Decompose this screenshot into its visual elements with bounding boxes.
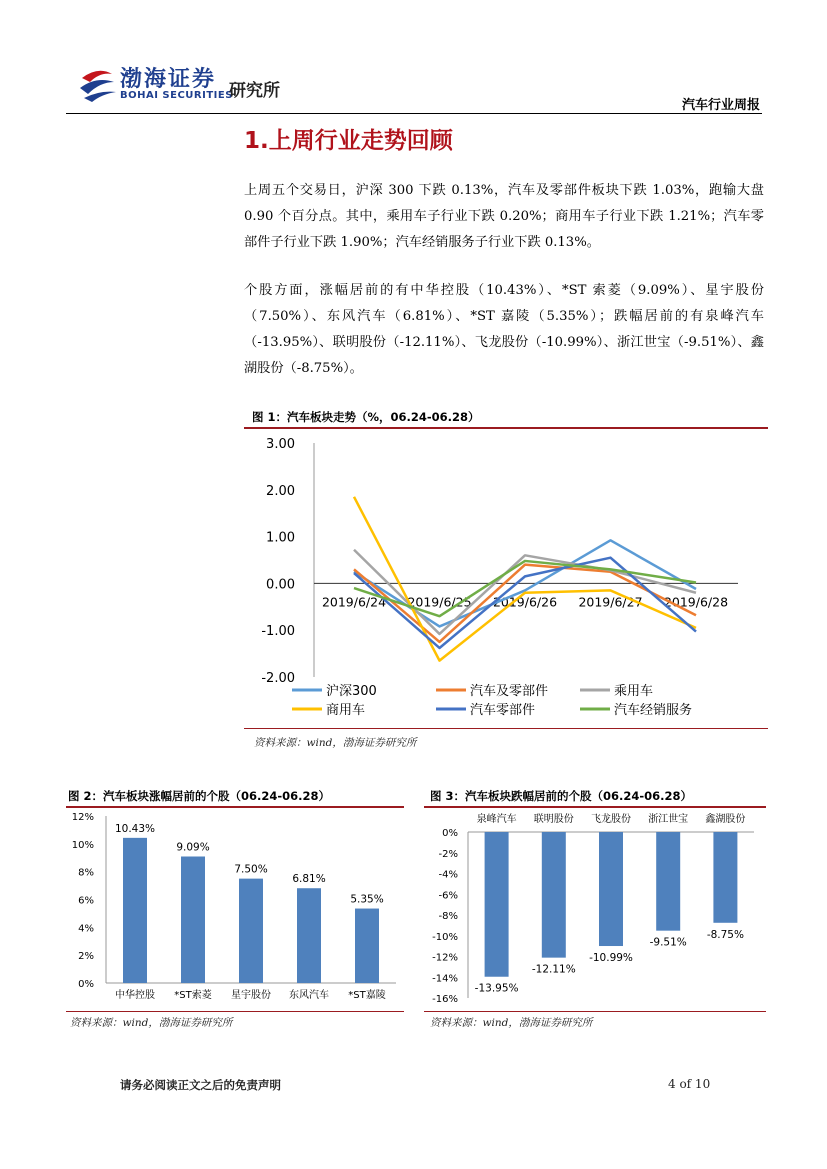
fig2-bar xyxy=(239,879,263,983)
header-divider xyxy=(66,113,762,114)
paragraph-stock-movers: 个股方面，涨幅居前的有中华控股（10.43%）、*ST 索菱（9.09%）、星宇股份（7.50%）、东风汽车（6.81%）、*ST 嘉陵（5.35%）；跌幅居前的有泉峰汽车（-13.95%）、联明股份（-12.11%）、飞龙股份（-10.99%）、浙江世宝（-9.51%）、鑫湖股份（-8.75%）。 xyxy=(244,283,764,376)
fig3-data-label: -13.95% xyxy=(474,982,519,995)
fig2-x-tick-label: 中华控股 xyxy=(115,990,155,1001)
fig3-y-tick-label: -4% xyxy=(438,869,458,881)
fig1-x-tick-label: 2019/6/26 xyxy=(492,594,558,610)
fig2-bar xyxy=(297,888,321,983)
fig2-y-tick-label: 12% xyxy=(71,812,94,823)
fig3-y-tick-label: -12% xyxy=(432,952,458,964)
fig1-y-tick-label: -1.00 xyxy=(261,624,295,640)
fig2-bar xyxy=(123,838,147,983)
fig2-y-tick-label: 10% xyxy=(71,839,94,851)
fig3-bar xyxy=(485,832,509,977)
fig3-x-tick-label: 联明股份 xyxy=(533,814,574,825)
fig2-data-label: 9.09% xyxy=(176,841,210,854)
section-title: 1.上周行业走势回顾 xyxy=(244,128,453,154)
fig3-bar-chart xyxy=(424,808,766,1008)
fig2-x-tick-label: 东风汽车 xyxy=(289,990,329,1001)
bohai-logo-icon xyxy=(78,64,118,104)
fig1-x-tick-label: 2019/6/28 xyxy=(663,594,729,610)
report-type: 汽车行业周报 xyxy=(681,98,760,113)
logo-chinese-name: 渤海证券 xyxy=(120,66,217,92)
paragraph-market-summary: 上周五个交易日，沪深 300 下跌 0.13%，汽车及零部件板块下跌 1.03%，跑输大盘 0.90 个百分点。其中，乘用车子行业下跌 0.20%；商用车子行业下跌 1.21%；汽车零部件子行业下跌 1.90%；汽车经销服务子行业下跌 0.13%。 xyxy=(244,183,764,250)
fig2-data-label: 7.50% xyxy=(234,863,268,876)
fig3-bar xyxy=(542,832,566,958)
fig1-source: 资料来源：wind，渤海证券研究所 xyxy=(254,737,417,749)
fig2-data-label: 5.35% xyxy=(350,893,384,906)
fig1-y-tick-label: 2.00 xyxy=(266,483,295,499)
fig1-y-tick-label: 1.00 xyxy=(266,530,295,546)
fig1-x-tick-label: 2019/6/24 xyxy=(321,594,387,610)
fig1-x-tick-label: 2019/6/27 xyxy=(578,594,643,610)
fig2-y-tick-label: 6% xyxy=(78,895,94,907)
fig2-y-tick-label: 4% xyxy=(78,923,94,935)
fig3-y-tick-label: -8% xyxy=(438,911,458,922)
fig1-legend-label: 商用车 xyxy=(326,703,366,718)
fig3-y-tick-label: -10% xyxy=(432,931,458,943)
fig2-bottom-rule xyxy=(66,1011,404,1012)
fig3-data-label: -9.51% xyxy=(649,936,687,949)
fig1-top-rule xyxy=(244,427,768,429)
fig3-x-tick-label: 鑫湖股份 xyxy=(705,814,746,825)
fig3-y-tick-label: 0% xyxy=(442,828,458,839)
fig3-y-tick-label: -14% xyxy=(432,973,458,985)
fig3-x-tick-label: 浙江世宝 xyxy=(648,814,689,825)
fig2-bar xyxy=(181,856,205,983)
fig2-x-tick-label: *ST嘉陵 xyxy=(348,990,386,1001)
fig2-x-tick-label: *ST索菱 xyxy=(174,990,212,1001)
fig3-y-tick-label: -16% xyxy=(432,994,458,1005)
fig3-x-tick-label: 泉峰汽车 xyxy=(476,814,517,825)
page-number: 4 of 10 xyxy=(668,1077,711,1091)
fig1-y-tick-label: -2.00 xyxy=(261,671,295,686)
fig2-title: 图 2：汽车板块涨幅居前的个股（06.24-06.28） xyxy=(68,789,331,803)
institute-label: 研究所 xyxy=(229,81,280,101)
logo-english-name: BOHAI SECURITIES xyxy=(120,90,233,101)
fig3-bar xyxy=(599,832,623,946)
fig1-title: 图 1：汽车板块走势（%，06.24-06.28） xyxy=(252,410,480,424)
fig2-data-label: 10.43% xyxy=(114,822,156,835)
fig2-bar xyxy=(355,909,379,983)
fig2-y-tick-label: 8% xyxy=(78,867,94,879)
fig1-legend-label: 沪深300 xyxy=(326,684,377,699)
fig1-legend-label: 汽车零部件 xyxy=(470,703,536,718)
fig3-bar xyxy=(713,832,737,923)
fig3-source: 资料来源：wind，渤海证券研究所 xyxy=(430,1017,593,1029)
fig3-x-tick-label: 飞龙股份 xyxy=(591,814,631,825)
fig2-data-label: 6.81% xyxy=(292,873,326,886)
fig1-x-tick-label: 2019/6/25 xyxy=(407,594,472,610)
fig2-y-tick-label: 0% xyxy=(78,979,94,990)
fig3-data-label: -8.75% xyxy=(706,928,744,941)
fig3-y-tick-label: -2% xyxy=(438,848,458,860)
fig2-y-tick-label: 2% xyxy=(78,951,94,963)
fig3-data-label: -12.11% xyxy=(531,963,576,976)
fig3-bottom-rule xyxy=(424,1011,766,1012)
fig2-x-tick-label: 星宇股份 xyxy=(231,990,271,1001)
fig2-source: 资料来源：wind，渤海证券研究所 xyxy=(70,1017,233,1029)
fig3-bar xyxy=(656,832,680,931)
fig2-bar-chart xyxy=(66,808,404,1008)
fig1-legend-label: 汽车经销服务 xyxy=(614,703,693,718)
fig1-y-tick-label: 3.00 xyxy=(266,437,295,452)
fig1-y-tick-label: 0.00 xyxy=(266,577,295,593)
fig3-data-label: -10.99% xyxy=(589,952,633,965)
fig1-bottom-rule xyxy=(244,728,768,729)
fig1-line-chart xyxy=(244,430,768,726)
fig3-title: 图 3：汽车板块跌幅居前的个股（06.24-06.28） xyxy=(430,789,693,803)
fig1-legend-label: 乘用车 xyxy=(614,684,654,699)
fig3-y-tick-label: -6% xyxy=(438,890,458,902)
fig1-legend-label: 汽车及零部件 xyxy=(470,684,549,699)
footer-disclaimer: 请务必阅读正文之后的免责声明 xyxy=(120,1078,281,1092)
